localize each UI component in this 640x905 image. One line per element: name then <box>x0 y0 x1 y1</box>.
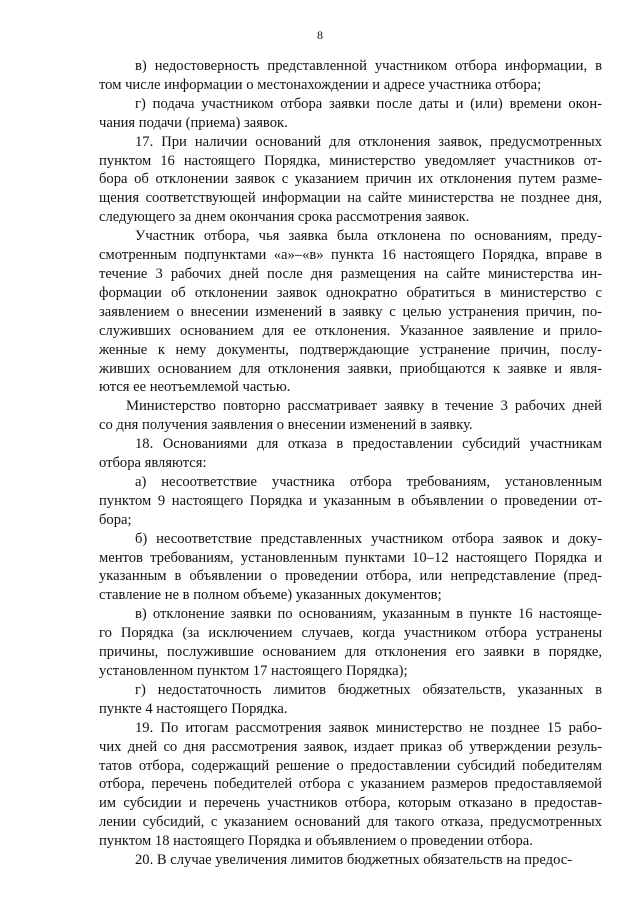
paragraph <box>99 605 602 681</box>
text-line: отбора, перечень победителей отбора с указанием размеров предоставляемой <box>99 776 602 793</box>
document-body <box>99 57 602 870</box>
paragraph <box>99 473 602 530</box>
text-line: г) недостаточность лимитов бюджетных обязательств, указанных в <box>135 681 602 698</box>
text-line: щения соответствующей информации на сайте министерства не позднее дня, <box>99 190 602 207</box>
text-line: 19. По итогам рассмотрения заявок министерство не позднее 15 рабо- <box>135 719 602 736</box>
paragraph <box>99 681 602 719</box>
paragraph <box>99 851 602 870</box>
text-line: 18. Основаниями для отказа в предоставлении субсидий участникам <box>135 436 602 453</box>
text-line: следующего за днем окончания срока рассмотрения заявок. <box>99 209 470 226</box>
text-line: чих дней со дня рассмотрения заявок, издает приказ об утверждении резуль- <box>99 738 602 755</box>
paragraph <box>99 719 602 851</box>
text-line: причины, послужившие основанием для отклонения его заявки в порядке, <box>99 644 602 661</box>
paragraph <box>99 435 602 473</box>
text-line: ются ее неотъемлемой частью. <box>99 379 291 396</box>
paragraph <box>99 57 602 95</box>
paragraph <box>99 397 602 435</box>
text-line: в) недостоверность представленной участником отбора информации, в <box>135 58 602 74</box>
text-line: указанным в объявлении о проведении отбора, или непредставление (пред- <box>99 568 602 585</box>
text-line: женные к нему документы, подтверждающие устранение причин, послу- <box>99 341 602 358</box>
text-line: ставление не в полном объеме) указанных документов; <box>99 587 442 604</box>
text-line: 17. При наличии оснований для отклонения заявок, предусмотренных <box>135 133 602 150</box>
text-line: а) несоответствие участника отбора требованиям, установленным <box>135 473 602 490</box>
text-line: го Порядка (за исключением случаев, когда участником отбора устранены <box>99 625 602 642</box>
text-line: течение 3 рабочих дней после дня размещения на сайте министерства ин- <box>99 265 602 282</box>
text-line: пунктом 9 настоящего Порядка и указанным в объявлении о проведении от- <box>99 492 602 509</box>
text-line: живших основанием для отклонения заявки, приобщаются к заявке и явля- <box>99 360 602 377</box>
text-line: 20. В случае увеличения лимитов бюджетных обязательств на предос- <box>135 852 573 869</box>
text-line: им субсидии и перечень участников отбора, которым отказано в предостав- <box>99 795 602 812</box>
text-line: установленном пунктом 17 настоящего Порядка); <box>99 663 408 679</box>
text-line: г) подача участником отбора заявки после даты и (или) времени окон- <box>135 95 602 112</box>
text-line: лении субсидий, с указанием оснований для такого отказа, предусмотренных <box>99 814 602 831</box>
text-line: чания подачи (приема) заявок. <box>99 114 288 131</box>
page-number: 8 <box>317 28 323 42</box>
paragraph <box>99 530 602 606</box>
text-line: заявлением о внесении изменений в заявку с целью устранения причин, по- <box>99 303 602 320</box>
text-line: формации об отклонении заявок однократно обратиться в министерство с <box>99 284 602 301</box>
text-line: ментов требованиям, установленным пунктами 10–12 настоящего Порядка и <box>99 549 602 566</box>
text-line: бора; <box>99 511 132 528</box>
text-line: со дня получения заявления о внесении изменений в заявку. <box>99 417 473 434</box>
text-line: Министерство повторно рассматривает заявку в течение 3 рабочих дней <box>126 398 602 415</box>
paragraph <box>99 227 602 397</box>
text-line: Участник отбора, чья заявка была отклонена по основаниям, преду- <box>135 228 602 245</box>
text-line: б) несоответствие представленных участником отбора заявок и доку- <box>135 530 602 547</box>
paragraph <box>99 95 602 133</box>
text-line: бора об отклонении заявок с указанием причин их отклонения путем разме- <box>99 171 602 188</box>
text-line: пунктом 16 настоящего Порядка, министерство уведомляет участников от- <box>99 152 602 169</box>
text-line: том числе информации о местонахождении и адресе участника отбора; <box>99 76 542 93</box>
paragraph <box>99 133 602 228</box>
text-line: отбора являются: <box>99 455 207 472</box>
text-line: в) отклонение заявки по основаниям, указанным в пункте 16 настояще- <box>135 606 602 623</box>
text-line: служивших основанием для ее отклонения. Указанное заявление и прило- <box>99 322 602 339</box>
text-line: татов отбора, содержащий решение о предоставлении субсидий победителям <box>99 757 602 774</box>
text-line: смотренным подпунктами «а»–«в» пункта 16 настоящего Порядка, вправе в <box>99 247 602 264</box>
text-line: пункте 4 настоящего Порядка. <box>99 700 288 717</box>
text-line: пунктом 18 настоящего Порядка и объявлением о проведении отбора. <box>99 833 533 850</box>
